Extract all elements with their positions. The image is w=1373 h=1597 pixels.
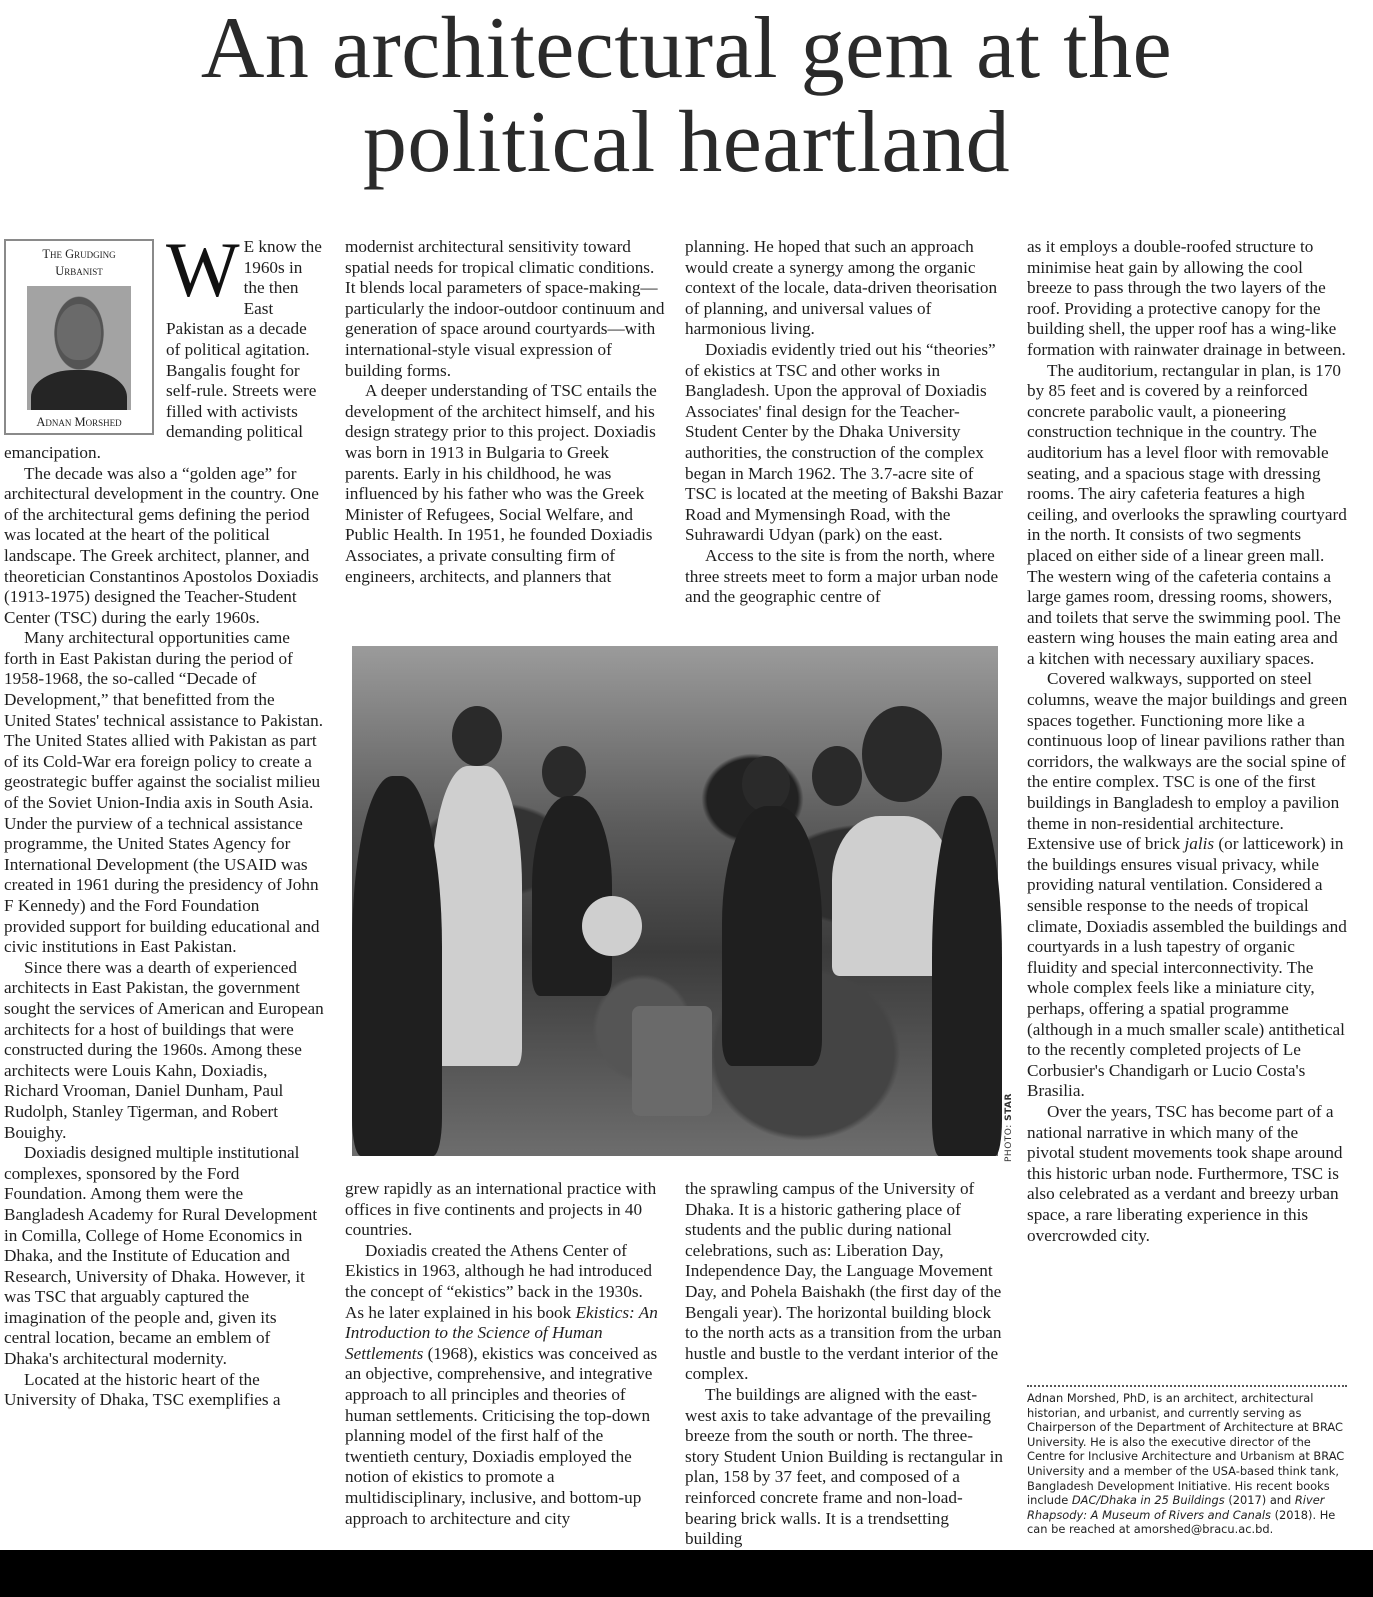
headline-line-2: political heartland (362, 94, 1011, 191)
page-bottom-bar (0, 1550, 1373, 1597)
paragraph: modernist architectural sensitivity toward spatial needs for tropical climatic conditions. It blends local parameters of space-making—particularly the indoor-outdoor continuum and generation of space around courtyards—with international-style visual expression of building forms. (345, 237, 665, 380)
term-jalis: jalis (1184, 834, 1215, 854)
paragraph: as it employs a double-roofed structure to minimise heat gain by allowing the cool breeze to pass through the two layers of the roof. Providing a protective canopy for the building shell, the upper roof has a wing-like formation with rainwater drainage in between. (1027, 237, 1346, 359)
article-column-1 (4, 237, 324, 1549)
column-name: The Grudging Urbanist (42, 247, 116, 278)
headline (0, 2, 1373, 190)
book-title: Ekistics: An Introduction to the Science of Human Settlements (345, 1302, 658, 1363)
paragraph: The auditorium, rectangular in plan, is 170 by 85 feet and is covered by a reinforced concrete parabolic vault, a pioneering construction technique in the country. The auditorium has a level floor with removable seating, and a spacious stage with dressing rooms. The airy cafeteria features a high ceiling, and overlooks the sprawling courtyard in the north. It consists of two segments placed on either side of a linear green mall. The western wing of the cafeteria contains a large games room, dressing rooms, showers, and toilets that serve the swimming pool. The eastern wing houses the main eating area and a kitchen with necessary auxiliary spaces. (1027, 360, 1347, 668)
article-column-2-top (345, 237, 665, 631)
photo-credit: PHOTO: STAR (1004, 1093, 1014, 1162)
book-title: DAC/Dhaka in 25 Buildings (1071, 1493, 1225, 1508)
paragraph: Doxiadis designed multiple institutional complexes, sponsored by the Ford Foundation. Among them were the Bangladesh Academy for Rural Development in Comilla, College of Home Economics in Dhaka, and the Institute of Education and Research, University of Dhaka. However, it was TSC that arguably captured the imagination of the people and, given its central location, became an emblem of Dhaka's architectural modernity. (4, 1143, 318, 1369)
article-column-3-bottom (685, 1179, 1005, 1549)
byline-box (4, 239, 154, 435)
article-column-3-top (685, 237, 1005, 631)
paragraph: Since there was a dearth of experienced architects in East Pakistan, the government sought the services of American and European architects for a host of buildings that were constructed during the 1960s. Among these architects were Louis Kahn, Doxiadis, Richard Vrooman, Daniel Dunham, Paul Rudolph, Stanley Tigerman, and Robert Bouighy. (4, 957, 324, 1142)
paragraph: Many architectural opportunities came forth in East Pakistan during the period of 1958-1968, the so-called “Decade of Development,” that benefitted from the United States' technical assistance to Pakistan. The United States allied with Pakistan as part of its Cold-War era foreign policy to create a geostrategic buffer against the socialist milieu of the Soviet Union-India axis in South Asia. Under the purview of a technical assistance programme, the United States Agency for International Development (the USAID was created in 1961 during the presidency of John F Kennedy) and the Ford Foundation provided support for building educational and civic institutions in East Pakistan. (4, 628, 324, 957)
drop-cap: W (166, 237, 240, 313)
paragraph: E know the 1960s in the then East Pakistan as a decade of political agitation. Bangalis fought for self-rule. Streets were filled with activists demanding political emancipation. (4, 237, 322, 462)
paragraph: The buildings are aligned with the east-west axis to take advantage of the prevailing breeze from the south or north. The three-story Student Union Building is rectangular in plan, 158 by 37 feet, and composed of a reinforced concrete frame and non-load-bearing brick walls. It is a trendsetting building (685, 1384, 1003, 1549)
paragraph: grew rapidly as an international practice with offices in five continents and projects in 40 countries. (345, 1179, 657, 1240)
paragraph: The decade was also a “golden age” for architectural development in the country. One of the architectural gems defining the period was located at the heart of the political landscape. The Greek architect, planner, and theoretician Constantinos Apostolos Doxiadis (1913-1975) designed the Teacher-Student Center (TSC) during the early 1960s. (4, 463, 319, 627)
paragraph: Doxiadis created the Athens Center of Ekistics in 1963, although he had introduced the concept of “ekistics” back in the 1930s. As he later explained in his book Ekistics: An Introduction to the Science of Human Settlements (1968), ekistics was conceived as an objective, comprehensive, and integrative approach to all principles and theories of human settlements. Criticising the top-down planning model of the first half of the twentieth century, Doxiadis employed the notion of ekistics to promote a multidisciplinary, inclusive, and bottom-up approach to architecture and city (345, 1240, 658, 1528)
paragraph: Over the years, TSC has become part of a national narrative in which many of the pivotal student movements took shape around this historic urban node. Furthermore, TSC is also celebrated as a verdant and breezy urban space, a rare liberating experience in this overcrowded city. (1027, 1101, 1343, 1245)
paragraph: Located at the historic heart of the University of Dhaka, TSC exemplifies a (4, 1369, 281, 1410)
author-name: Adnan Morshed (36, 415, 122, 429)
paragraph: Covered walkways, supported on steel columns, weave the major buildings and green spaces together. Functioning more like a continuous loop of linear pavilions rather than corridors, the walkways are the social spine of the entire complex. TSC is one of the first buildings in Bangladesh to employ a pavilion theme in non-residential architecture. Extensive use of brick jalis (or latticework) in the buildings ensures visual privacy, while providing natural ventilation. Considered a sensible response to the needs of tropical climate, Doxiadis assembled the buildings and courtyards in a lush tapestry of organic fluidity and special interconnectivity. The whole complex feels like a miniature city, perhaps, offering a spatial programme (although in a much smaller scale) antithetical to the recently completed projects of Le Corbusier's Chandigarh or Lucio Costa's Brasilia. (1027, 669, 1348, 1101)
author-portrait (27, 286, 131, 410)
paragraph: planning. He hoped that such an approach would create a synergy among the organic context of the locale, data-driven theorisation of planning, and universal values of harmonious living. (685, 237, 998, 339)
paragraph: A deeper understanding of TSC entails the development of the architect himself, and his design strategy prior to this project. Doxiadis was born in 1913 in Bulgaria to Greek parents. Early in his childhood, he was influenced by his father who was the Greek Minister of Refugees, Social Welfare, and Public Health. In 1951, he founded Doxiadis Associates, a private consulting firm of engineers, architects, and planners that (345, 381, 657, 586)
book-title: River Rhapsody: A Museum of Rivers and Canals (1027, 1493, 1325, 1522)
article-photo (352, 646, 998, 1156)
headline-line-1: An architectural gem at the (200, 0, 1173, 97)
paragraph: the sprawling campus of the University of Dhaka. It is a historic gathering place of students and the public during national celebrations, such as: Liberation Day, Independence Day, the Language Movement Day, and Pohela Baishakh (the first day of the Bengali year). The horizontal building block to the north acts as a transition from the urban hustle and bustle to the verdant interior of the complex. (685, 1179, 1002, 1384)
article-column-4 (1027, 237, 1349, 1377)
author-bio: Adnan Morshed, PhD, is an architect, architectural historian, and urbanist, and currently serving as Chairperson of the Department of Architecture at BRAC University. He is also the executive director of the Centre for Inclusive Architecture and Urbanism at BRAC University and a member of the USA-based think tank, Bangladesh Development Initiative. His recent books include DAC/Dhaka in 25 Buildings (2017) and River Rhapsody: A Museum of Rivers and Canals (2018). He can be reached at amorshed@bracu.ac.bd. (1027, 1385, 1347, 1537)
paragraph: Access to the site is from the north, where three streets meet to form a major urban node and the geographic centre of (685, 545, 999, 607)
paragraph: Doxiadis evidently tried out his “theories” of ekistics at TSC and other works in Bangladesh. Upon the approval of Doxiadis Associates' final design for the Teacher-Student Center by the Dhaka University authorities, the construction of the complex began in March 1962. The 3.7-acre site of TSC is located at the meeting of Bakshi Bazar Road and Mymensingh Road, with the Suhrawardi Udyan (park) on the east. (685, 339, 1003, 545)
article-column-2-bottom (345, 1179, 665, 1549)
